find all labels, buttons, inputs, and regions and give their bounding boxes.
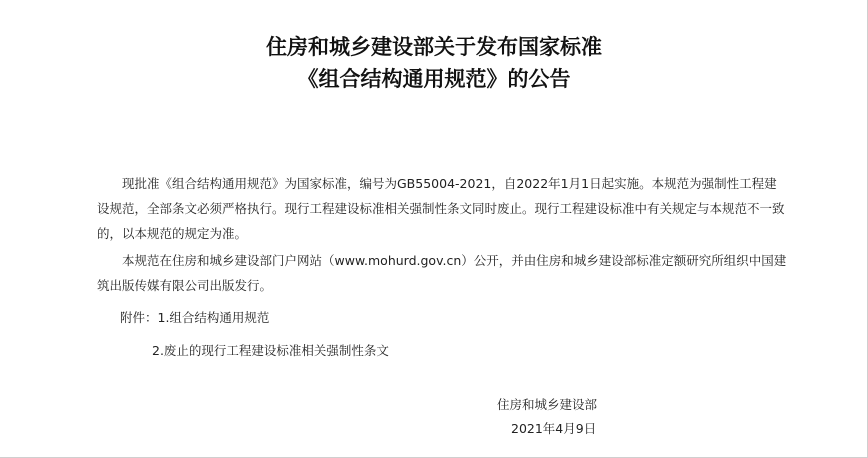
signing-date: 2021年4月9日 (511, 421, 597, 436)
attachment-item-2: 2.废止的现行工程建设标准相关强制性条文 (152, 343, 389, 358)
signing-organization: 住房和城乡建设部 (497, 397, 598, 412)
title-line-2: 《组合结构通用规范》的公告 (297, 67, 571, 91)
paragraph-publication: 本规范在住房和城乡建设部门户网站（www.mohurd.gov.cn）公开，并由住房和城乡建设部标准定额研究所组织中国建筑出版传媒有限公司出版发行。 (97, 253, 787, 293)
title-line-1: 住房和城乡建设部关于发布国家标准 (266, 35, 602, 59)
paragraph-approval: 现批准《组合结构通用规范》为国家标准，编号为GB55004-2021，自2022年1月1日起实施。本规范为强制性工程建设规范，全部条文必须严格执行。现行工程建设标准相关强制性条文同时废止。现行工程建设标准中有关规定与本规范不一致的，以本规范的规定为准。 (97, 176, 785, 241)
attachment-item-1: 附件：1.组合结构通用规范 (120, 310, 270, 325)
